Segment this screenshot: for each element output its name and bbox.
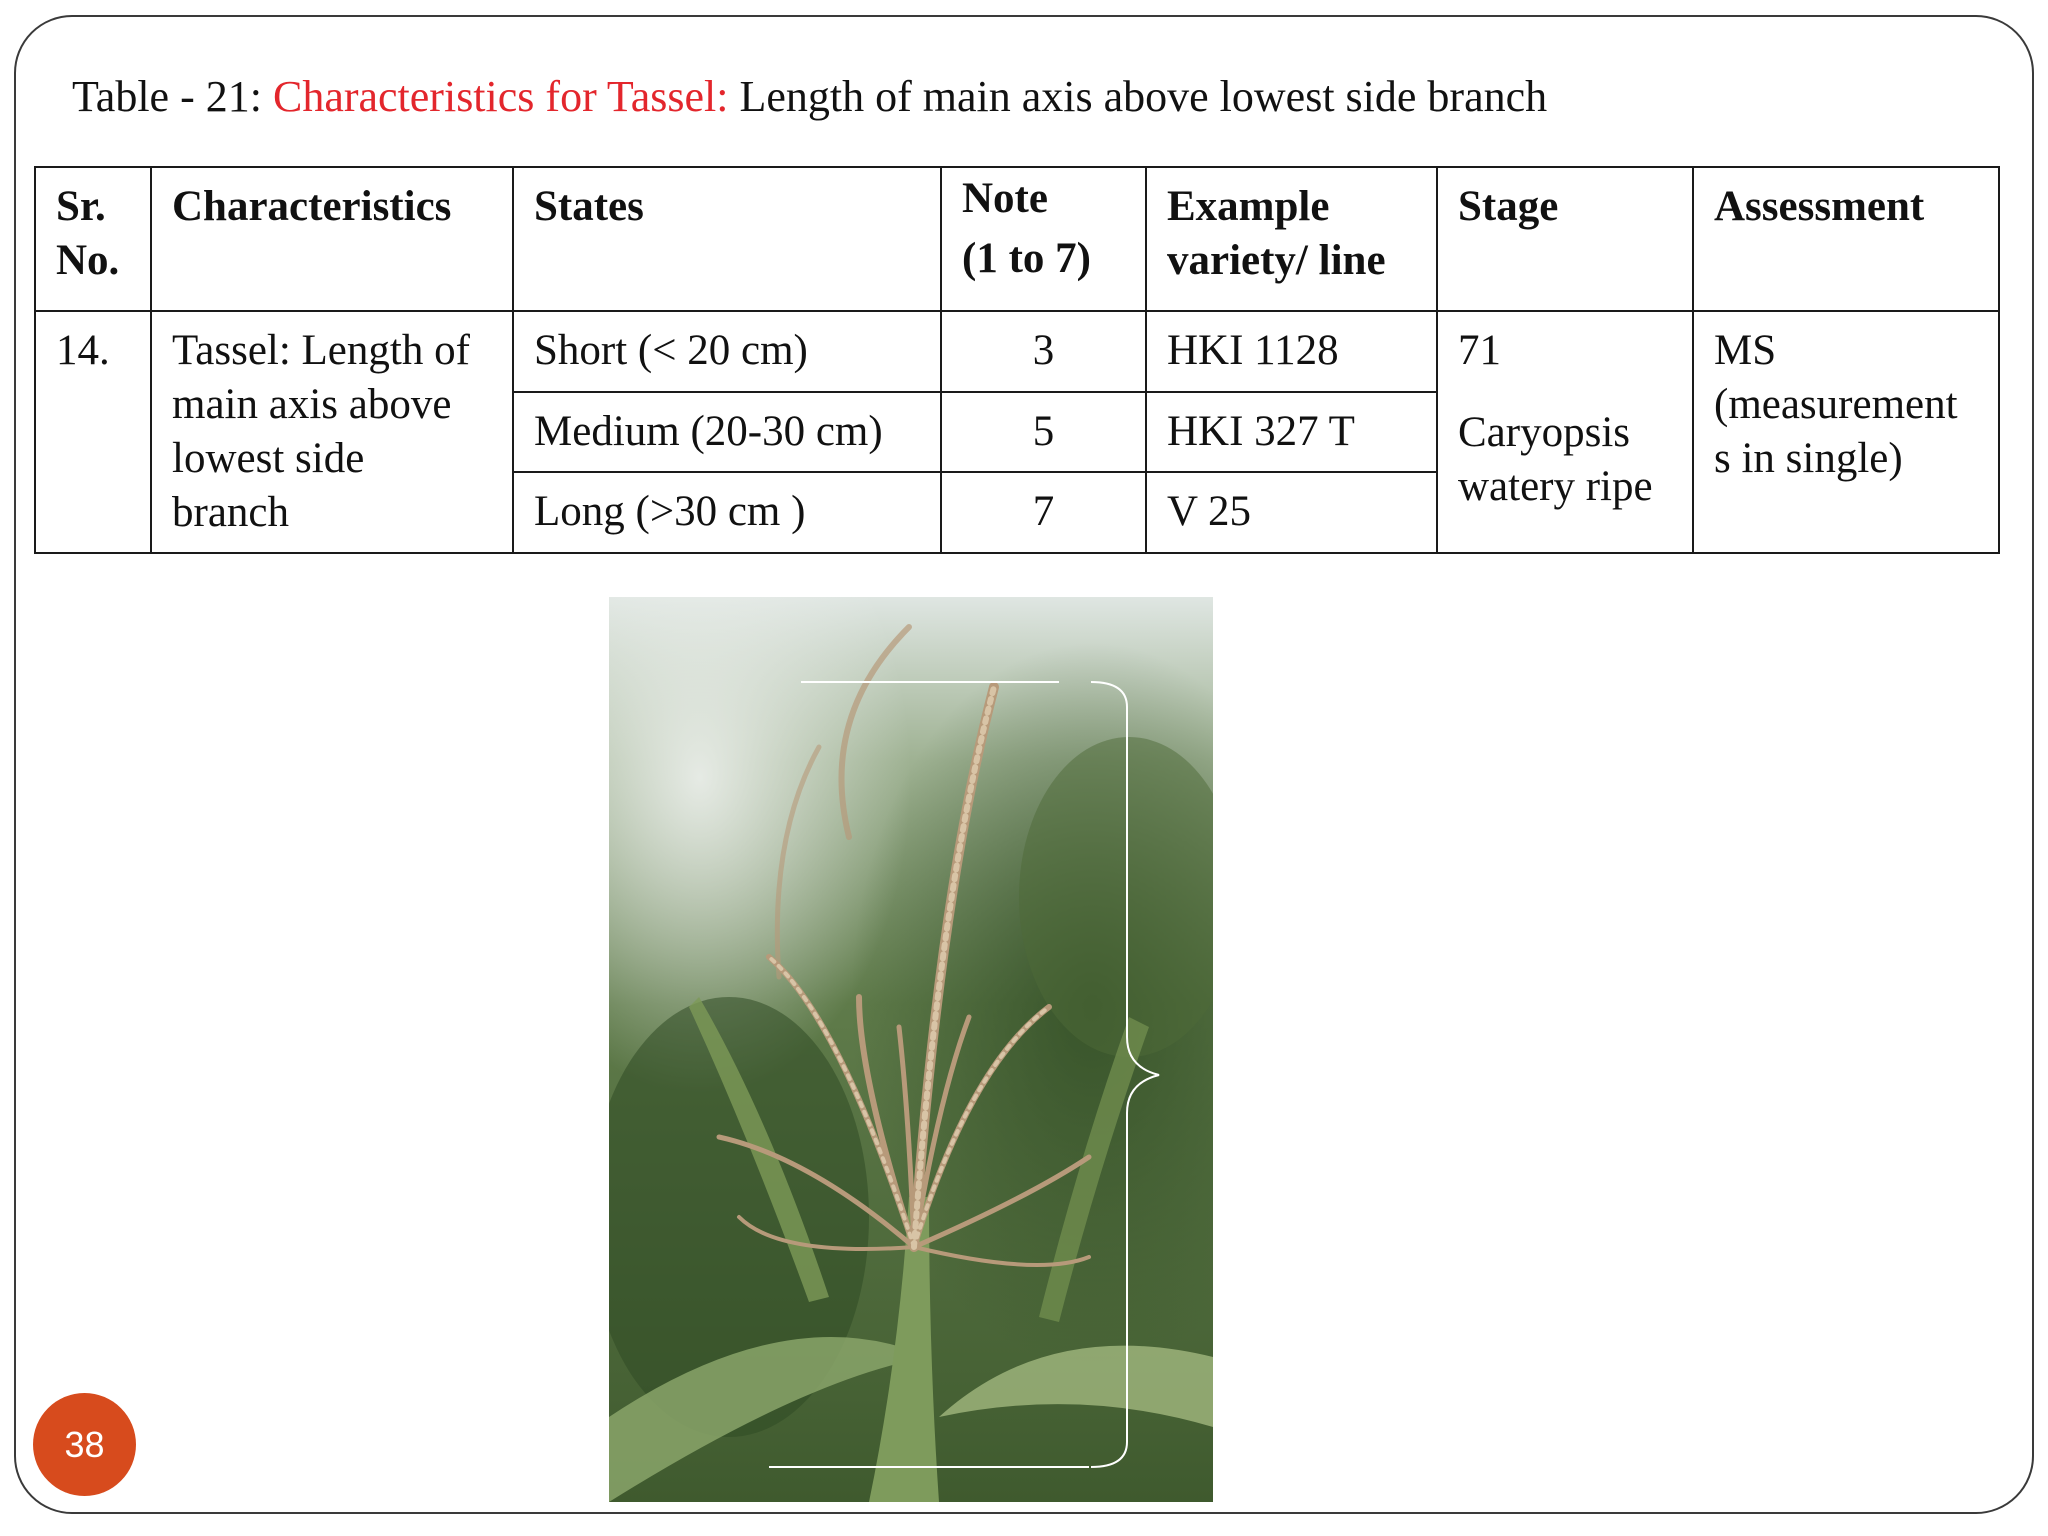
- title-suffix: Length of main axis above lowest side branch: [728, 72, 1548, 121]
- cell-example-medium: HKI 327 T: [1146, 392, 1437, 473]
- header-sr-no: Sr. No.: [35, 167, 151, 311]
- cell-state-medium: Medium (20-30 cm): [513, 392, 941, 473]
- cell-characteristic: Tassel: Length of main axis above lowest side branch: [151, 311, 513, 553]
- slide-title: [72, 72, 1547, 123]
- cell-assessment: MS (measurement s in single): [1693, 311, 1999, 553]
- cell-note-long: 7: [941, 472, 1146, 553]
- stage-code: 71: [1458, 327, 1501, 374]
- header-characteristics: Characteristics: [151, 167, 513, 311]
- title-prefix: Table - 21:: [72, 72, 273, 121]
- cell-note-medium: 5: [941, 392, 1146, 473]
- cell-example-short: HKI 1128: [1146, 311, 1437, 392]
- cell-state-long: Long (>30 cm ): [513, 472, 941, 553]
- cell-stage: [1437, 311, 1693, 553]
- characteristics-table: [34, 166, 2000, 554]
- cell-example-long: V 25: [1146, 472, 1437, 553]
- tassel-illustration: [609, 597, 1213, 1502]
- header-states: States: [513, 167, 941, 311]
- cell-state-short: Short (< 20 cm): [513, 311, 941, 392]
- header-note: Note (1 to 7): [941, 167, 1146, 311]
- table-header-row: [35, 167, 1999, 311]
- cell-sr-no: 14.: [35, 311, 151, 553]
- header-stage: Stage: [1437, 167, 1693, 311]
- title-accent: Characteristics for Tassel:: [272, 72, 729, 121]
- header-example: Example variety/ line: [1146, 167, 1437, 311]
- page-number-badge: 38: [33, 1393, 136, 1496]
- header-assessment: Assessment: [1693, 167, 1999, 311]
- cell-note-short: 3: [941, 311, 1146, 392]
- tassel-photo: [609, 597, 1213, 1502]
- stage-description: Caryopsis watery ripe: [1458, 409, 1653, 510]
- table-row: [35, 311, 1999, 392]
